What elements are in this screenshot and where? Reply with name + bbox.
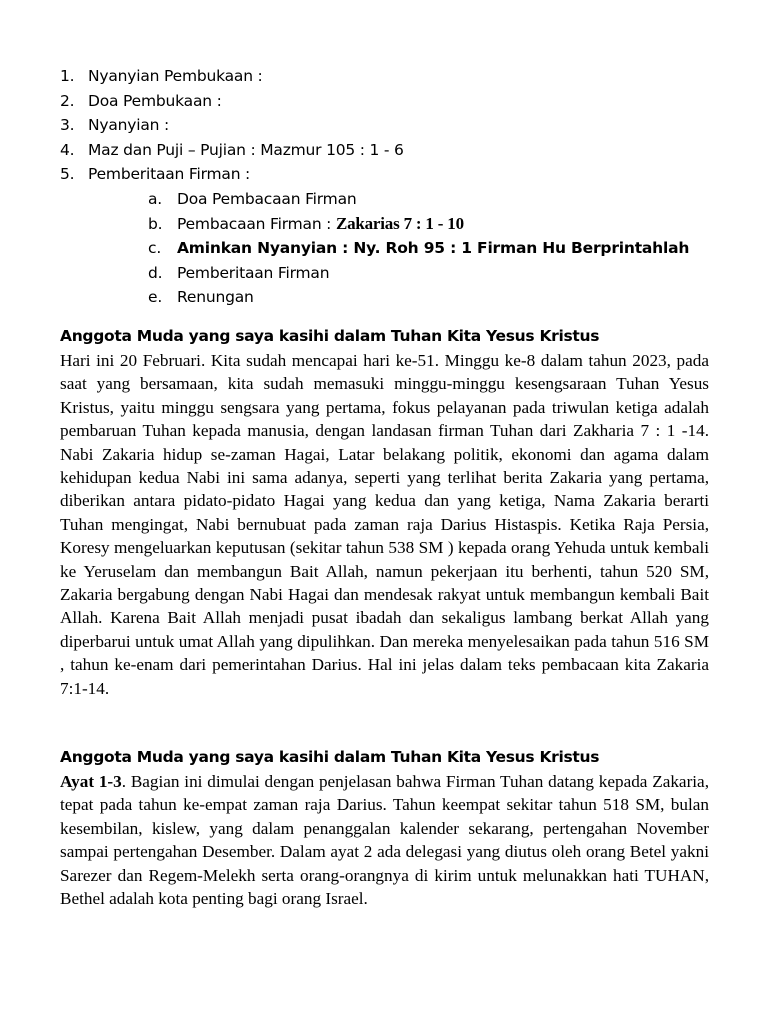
sub-item-letter: c. [148,239,162,258]
program-item [60,138,689,163]
item-number: 1. [60,67,75,85]
sub-item-label: Renungan [177,288,254,307]
program-item [60,162,689,310]
item-label: Pemberitaan Firman : [88,165,251,184]
item-number: 5. [60,165,75,184]
item-label: Maz dan Puji – Pujian : Mazmur 105 : 1 - 6 [88,140,404,159]
item-number: 3. [60,116,75,135]
sub-item-label: Aminkan Nyanyian : Ny. Roh 95 : 1 Firman Hu Berprintahlah [177,239,690,258]
item-number: 4. [60,140,75,159]
item-label: Doa Pembukaan : [88,91,222,110]
section-heading: Anggota Muda yang saya kasihi dalam Tuhan Kita Yesus Kristus [60,748,600,766]
item-label: Nyanyian : [88,116,170,135]
scripture-reference: Zakarias 7 : 1 - 10 [335,213,464,233]
paragraph-text: . Bagian ini dimulai dengan penjelasan bahwa Firman Tuhan datang kepada Zakaria, tepat pada tahun ke-empat zaman raja Darius. Tahun keempat sekitar tahun 518 SM, bulan kesembilan, kislew, yang dalam penanggalan kalender sekarang, pertengahan November sampai pertengahan Desember. Dalam ayat 2 ada delegasi yang diutus oleh orang Betel yakni Sarezer dan Regem-Melekh serta orang-orangnya di kirim untuk melunakkan hati TUHAN, Bethel adalah kota penting bagi orang Israel. [60,772,709,909]
program-item [60,64,689,89]
sub-item-label: Doa Pembacaan Firman [177,189,357,208]
body-paragraph [60,770,709,910]
sub-item [60,236,689,261]
section-heading: Anggota Muda yang saya kasihi dalam Tuhan Kita Yesus Kristus [60,327,600,345]
item-label: Nyanyian Pembukaan : [88,67,263,85]
item-number: 2. [60,91,75,110]
sub-item-label: Pemberitaan Firman [177,263,330,282]
body-paragraph: Hari ini 20 Februari. Kita sudah mencapai hari ke-51. Minggu ke-8 dalam tahun 2023, pada saat yang bersamaan, kita sudah memasuki minggu-minggu kesengsaraan Tuhan Yesus Kristus, yaitu minggu sengsara yang pertama, fokus pelayanan pada triwulan ketiga adalah pembaruan Tuhan kepada manusia, dengan landasan firman Tuhan dari Zakharia 7 : 1 -14. Nabi Zakaria hidup se-zaman Hagai, Latar belakang politik, ekonomi dan agama dalam kehidupan kedua Nabi ini sama adanya, seperti yang terlihat berita Zakaria yang pertama, diberikan antara pidato-pidato Hagai yang kedua dan yang ketiga, Nama Zakaria berarti Tuhan mengingat, Nabi bernubuat pada zaman raja Darius Histaspis. Ketika Raja Persia, Koresy mengeluarkan keputusan (sekitar tahun 538 SM ) kepada orang Yehuda untuk kembali ke Yeruselam dan membangun Bait Allah, namun pekerjaan itu berhenti, tahun 520 SM, Zakaria bergabung dengan Nabi Hagai dan mendesak rakyat untuk membangun kembali Bait Allah. Karena Bait Allah menjadi pusat ibadah dan sekaligus lambang berkat Allah yang diperbarui untuk umat Allah yang dipulihkan. Dan mereka menyelesaikan pada tahun 516 SM , tahun ke-enam dari pemerintahan Darius. Hal ini jelas dalam teks pembacaan kita Zakaria 7:1-14. [60,351,709,698]
sub-item [60,285,689,310]
program-item [60,89,689,114]
sub-item-label: Pembacaan Firman : [177,214,336,233]
sub-item [60,187,689,212]
sub-list [60,187,689,310]
sub-item-letter: b. [148,214,163,233]
sub-item [60,212,689,237]
sub-item-letter: d. [148,263,163,282]
verse-label: Ayat 1-3 [60,772,122,791]
program-item [60,113,689,138]
sub-item [60,261,689,286]
program-list [60,64,689,310]
sub-item-letter: a. [148,189,163,208]
sub-item-letter: e. [148,288,163,307]
